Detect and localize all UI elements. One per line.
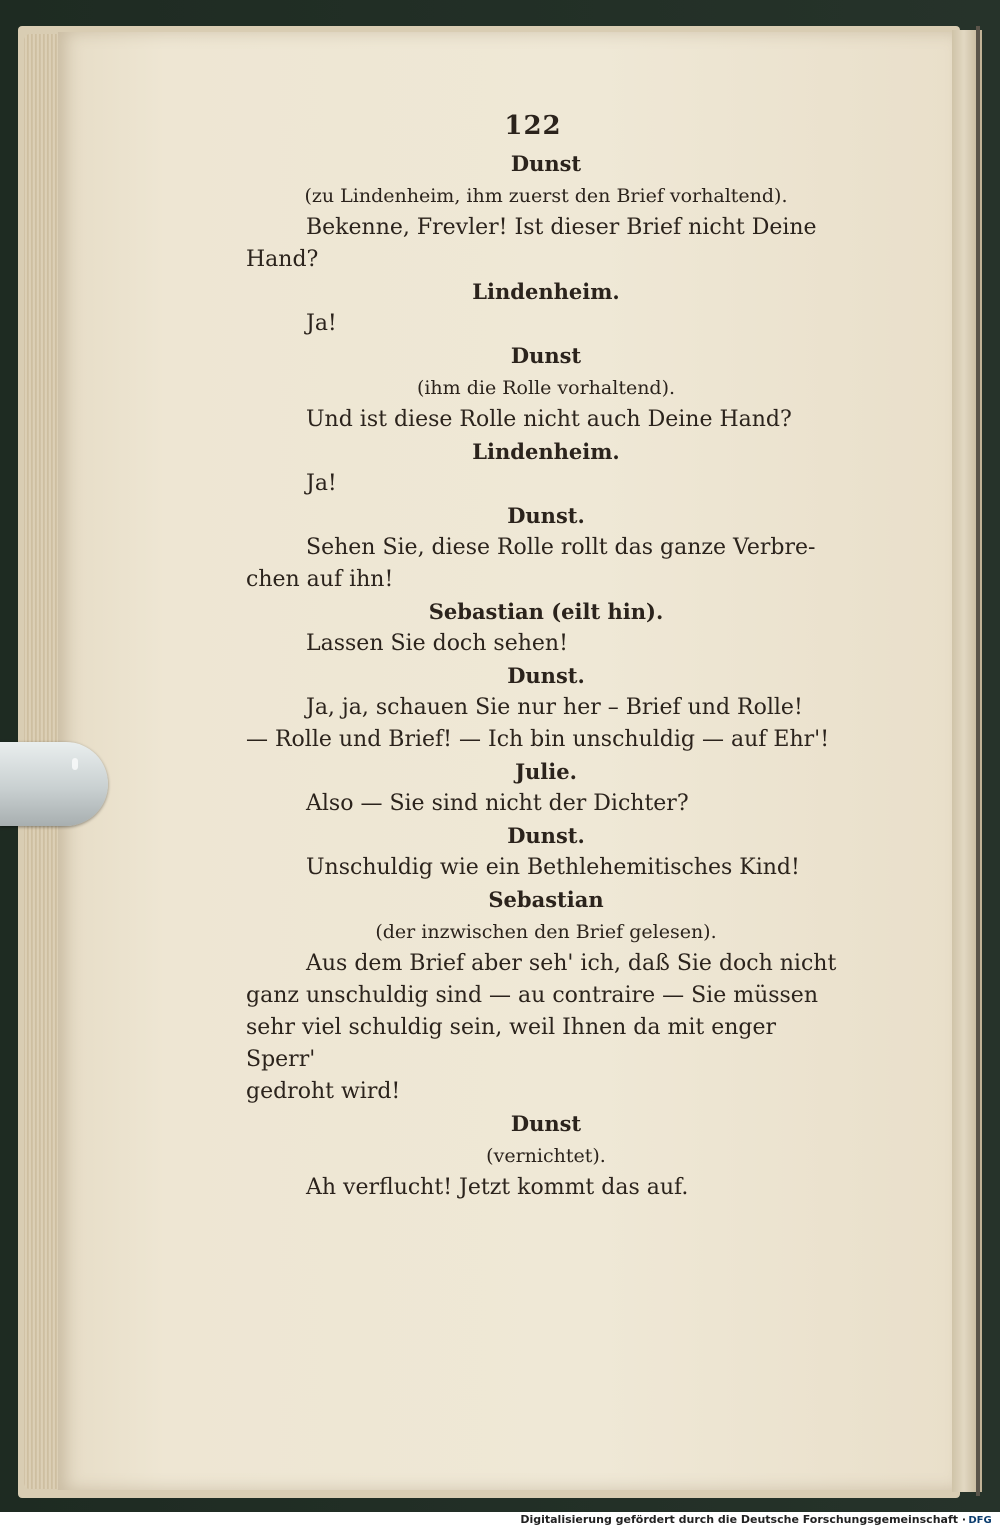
text-line: Lassen Sie doch sehen! — [306, 631, 568, 656]
speaker-name: Lindenheim. — [472, 279, 620, 304]
speaker-name: Dunst — [510, 343, 582, 368]
book-cover-edge — [976, 26, 980, 1496]
bookmark-clip — [0, 742, 108, 826]
text-line: Ja, ja, schauen Sie nur her – Brief und Rolle! — [306, 695, 803, 720]
text-line: gedroht wird! — [246, 1079, 401, 1104]
page-text — [246, 110, 846, 1204]
speaker-name: Sebastian — [488, 887, 604, 912]
clip-highlight — [72, 758, 78, 770]
speaker-name: Dunst — [510, 151, 582, 176]
text-line: Ja! — [306, 471, 337, 496]
text-line: Und ist diese Rolle nicht auch Deine Hand? — [306, 407, 792, 432]
text-line: chen auf ihn! — [246, 567, 394, 592]
dfg-logo: DFG — [968, 1515, 992, 1526]
text-line: Also — Sie sind nicht der Dichter? — [306, 791, 689, 816]
speaker-name: Sebastian (eilt hin). — [428, 599, 664, 624]
stage-direction: (der inzwischen den Brief gelesen). — [375, 921, 717, 943]
speaker-name: Julie. — [515, 759, 577, 784]
stage-direction: (ihm die Rolle vorhaltend). — [416, 377, 676, 399]
text-line: Bekenne, Frevler! Ist dieser Brief nicht Deine — [306, 215, 817, 240]
text-line: Ja! — [306, 311, 337, 336]
speaker-name: Dunst. — [507, 823, 585, 848]
text-lines — [246, 148, 846, 1204]
text-line: Unschuldig wie ein Bethlehemitisches Kind! — [306, 855, 800, 880]
speaker-name: Dunst — [510, 1111, 582, 1136]
text-line: Aus dem Brief aber seh' ich, daß Sie doch nicht — [306, 951, 837, 976]
footer-credit: Digitalisierung gefördert durch die Deutsche Forschungsgemeinschaft · — [520, 1513, 966, 1526]
speaker-name: Dunst. — [507, 663, 585, 688]
text-line: — Rolle und Brief! — Ich bin unschuldig — auf Ehr'! — [246, 727, 830, 752]
text-line: Hand? — [246, 247, 319, 272]
text-line: Ah verflucht! Jetzt kommt das auf. — [306, 1175, 689, 1200]
text-line: sehr viel schuldig sein, weil Ihnen da mit enger Sperr' — [246, 1015, 777, 1072]
page-number: 122 — [504, 111, 562, 141]
text-line: Sehen Sie, diese Rolle rollt das ganze Verbre- — [306, 535, 816, 560]
text-line: ganz unschuldig sind — au contraire — Sie müssen — [246, 983, 818, 1008]
speaker-name: Dunst. — [507, 503, 585, 528]
stage-direction: (vernichtet). — [486, 1145, 606, 1167]
stage-direction: (zu Lindenheim, ihm zuerst den Brief vorhaltend). — [304, 185, 788, 207]
speaker-name: Lindenheim. — [472, 439, 620, 464]
